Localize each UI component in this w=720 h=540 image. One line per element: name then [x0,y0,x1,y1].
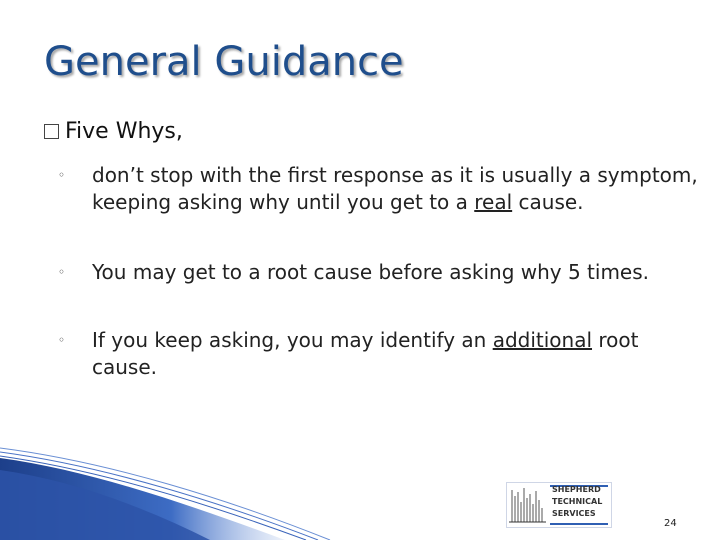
page-number: 24 [664,518,677,529]
checkbox-bullet-icon [44,124,59,139]
logo-text: SHEPHERD TECHNICAL SERVICES [552,485,603,518]
circle-bullet-icon: ◦ [58,168,66,182]
main-bullet [44,118,183,146]
sub-bullet-text: You may get to a root cause before asking why 5 times. [92,260,650,284]
sub-bullet-2 [58,259,698,286]
sub-bullet-text: If you keep asking, you may identify an additional root cause. [92,328,639,379]
circle-bullet-icon: ◦ [58,333,66,347]
circle-bullet-icon: ◦ [58,265,66,279]
sub-bullet-text: don’t stop with the first response as it is usually a symptom, keeping asking why until you get to a real cause. [92,163,698,214]
main-bullet-text: Five Whys, [65,119,183,144]
slide-title: General Guidance [44,39,404,85]
sub-bullet-3 [58,327,698,381]
sub-bullet-1 [58,162,698,216]
